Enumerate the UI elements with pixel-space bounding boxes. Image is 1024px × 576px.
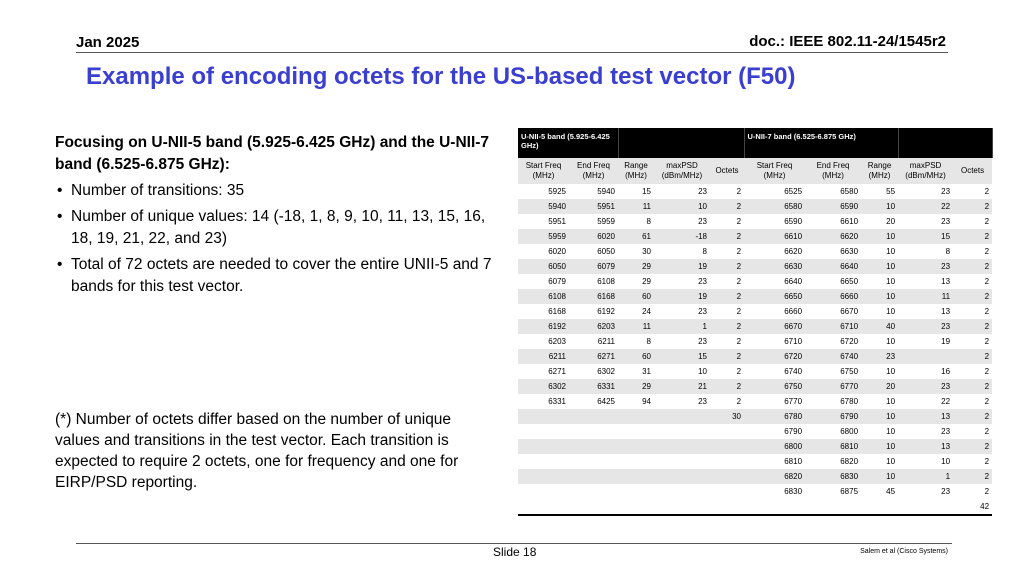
table-cell: 6720 [805,334,861,349]
table-cell: 6620 [744,244,805,259]
table-cell: 6168 [518,304,569,319]
table-cell: 15 [654,349,710,364]
table-cell: 6660 [744,304,805,319]
table-cell: 22 [898,394,953,409]
table-cell: 23 [654,394,710,409]
table-cell: 6108 [518,289,569,304]
table-cell [618,454,654,469]
group-header-spacer [898,128,992,158]
table-cell: 10 [861,469,898,484]
table-cell: 2 [710,274,744,289]
table-cell: 2 [710,304,744,319]
table-cell: 22 [898,199,953,214]
table-cell: 6302 [518,379,569,394]
table-cell: 2 [953,454,992,469]
table-cell: 2 [953,319,992,334]
table-cell: 29 [618,274,654,289]
footer-rule [76,543,952,544]
table-row [518,454,992,469]
table-cell: 10 [861,394,898,409]
table-cell: 5959 [518,229,569,244]
table-cell: 21 [654,379,710,394]
table-cell: 6800 [744,439,805,454]
table-cell: 6770 [744,394,805,409]
table-cell: 23 [861,349,898,364]
table-cell: 1 [654,319,710,334]
table-cell: 13 [898,304,953,319]
table-row [518,349,992,364]
bullet-item: • Number of unique values: 14 (-18, 1, 8, 9, 10, 11, 13, 15, 16, 18, 19, 21, 22, and 23) [55,206,495,250]
table-cell: 6790 [805,409,861,424]
table-cell [710,439,744,454]
table-cell: 6211 [518,349,569,364]
table-cell [618,424,654,439]
table-cell [569,409,618,424]
table-cell: 10 [861,199,898,214]
table-cell: 10 [898,454,953,469]
table-cell: 6050 [569,244,618,259]
table-cell: 6650 [805,274,861,289]
table-cell: 10 [861,304,898,319]
column-header: maxPSD (dBm/MHz) [898,158,953,184]
table-cell: 6590 [805,199,861,214]
table-cell: 6810 [744,454,805,469]
table-cell [654,424,710,439]
bullet-item: • Total of 72 octets are needed to cover the entire UNII-5 and 7 bands for this test vector. [55,254,495,298]
column-header: End Freq (MHz) [569,158,618,184]
table-cell: 6525 [744,184,805,199]
table-cell: 6020 [518,244,569,259]
table-row [518,229,992,244]
table-cell: 6108 [569,274,618,289]
table-cell [618,439,654,454]
table-cell: 2 [953,364,992,379]
table-cell [569,454,618,469]
table-cell: 11 [898,289,953,304]
table-cell: 60 [618,289,654,304]
table-cell: 40 [861,319,898,334]
table-row [518,334,992,349]
table-cell: 13 [898,409,953,424]
table-cell: 5940 [569,184,618,199]
table-cell: 2 [710,289,744,304]
table-cell: 2 [710,199,744,214]
table-cell [569,424,618,439]
table-cell [654,454,710,469]
table-cell: 2 [710,349,744,364]
table-cell [710,469,744,484]
table-cell [710,484,744,499]
table-cell: 19 [654,259,710,274]
table-cell [618,469,654,484]
table-cell: 6192 [569,304,618,319]
table-cell: 23 [654,214,710,229]
table-cell: 16 [898,364,953,379]
table-cell: 45 [861,484,898,499]
table-cell: 5951 [518,214,569,229]
table-cell [710,424,744,439]
table-cell [518,484,569,499]
table-cell: 15 [898,229,953,244]
table-cell: 6780 [805,394,861,409]
table-cell: 19 [898,334,953,349]
table-cell: 23 [898,259,953,274]
table-cell: 2 [710,229,744,244]
table-cell: 6580 [805,184,861,199]
table-total-row [518,499,992,515]
table-cell: 23 [898,424,953,439]
table-cell: 23 [654,334,710,349]
table-cell: 6740 [805,349,861,364]
table-cell: 6720 [744,349,805,364]
table-cell: 6425 [569,394,618,409]
table-cell: 23 [898,319,953,334]
table-cell: 6079 [518,274,569,289]
table-cell: 6050 [518,259,569,274]
table-cell: 6820 [805,454,861,469]
table-cell: 6590 [744,214,805,229]
table-cell: 6800 [805,424,861,439]
table-cell: 6830 [805,469,861,484]
octets-table [518,128,992,516]
table-row [518,484,992,499]
footnote-text: (*) Number of octets differ based on the number of unique values and transitions in the test vector. Each transition is expected to require 2 octets, one for frequency and one for EIRP/PSD reporting. [55,411,459,491]
table-row [518,274,992,289]
table-cell: 2 [710,259,744,274]
table-cell: 23 [654,184,710,199]
table-cell: 8 [898,244,953,259]
table-row [518,469,992,484]
table-cell: 29 [618,259,654,274]
table-cell: 2 [953,424,992,439]
table-cell: 5925 [518,184,569,199]
table-cell [569,439,618,454]
column-header: End Freq (MHz) [805,158,861,184]
table-cell: 13 [898,274,953,289]
table-cell: 13 [898,439,953,454]
table-cell: 23 [654,304,710,319]
table-cell: 23 [898,184,953,199]
bullet-item: • Number of transitions: 35 [55,180,495,202]
footer-author: Salem et al (Cisco Systems) [860,548,948,555]
table-cell: 6770 [805,379,861,394]
table-row [518,424,992,439]
column-header: Start Freq (MHz) [744,158,805,184]
table-row [518,304,992,319]
table-cell [518,454,569,469]
table-cell: -18 [654,229,710,244]
table-cell: 10 [861,439,898,454]
table-row [518,364,992,379]
table-cell: 10 [861,259,898,274]
table-cell: 2 [953,394,992,409]
table-cell: 6331 [569,379,618,394]
table-cell: 60 [618,349,654,364]
table-cell: 2 [953,349,992,364]
table-row [518,199,992,214]
table-cell [654,439,710,454]
table-cell: 5959 [569,214,618,229]
column-header: maxPSD (dBm/MHz) [654,158,710,184]
table-row [518,409,992,424]
header-doc-id: doc.: IEEE 802.11-24/1545r2 [749,33,946,50]
table-cell: 23 [898,214,953,229]
table-cell: 23 [654,274,710,289]
table-cell: 10 [861,424,898,439]
header-date: Jan 2025 [76,34,140,51]
table-cell: 6670 [744,319,805,334]
slide-number: Slide 18 [493,545,537,559]
table-cell: 6630 [805,244,861,259]
table-cell: 10 [861,274,898,289]
table-cell: 6670 [805,304,861,319]
table-cell: 10 [861,334,898,349]
table-cell: 2 [710,334,744,349]
table-cell [898,349,953,364]
group-header-unii5: U-NII-5 band (5.925-6.425 GHz) [518,128,618,158]
table-cell: 20 [861,379,898,394]
table-cell: 6875 [805,484,861,499]
table-cell: 2 [953,439,992,454]
slide-title: Example of encoding octets for the US-based test vector (F50) [86,63,796,90]
column-header: Octets [953,158,992,184]
table-cell: 2 [953,289,992,304]
table-cell: 55 [861,184,898,199]
table-cell: 2 [710,394,744,409]
table-cell: 2 [710,214,744,229]
table-cell: 2 [953,379,992,394]
column-header: Start Freq (MHz) [518,158,569,184]
table-cell: 6168 [569,289,618,304]
table-cell: 6271 [569,349,618,364]
table-cell: 1 [898,469,953,484]
table-cell: 6610 [805,214,861,229]
table-cell: 19 [654,289,710,304]
table-cell: 6740 [744,364,805,379]
table-cell: 11 [618,199,654,214]
table-row [518,289,992,304]
table-cell: 6710 [805,319,861,334]
table-cell: 23 [898,484,953,499]
column-header: Octets [710,158,744,184]
table-cell: 2 [953,259,992,274]
table-cell: 20 [861,214,898,229]
table-row [518,244,992,259]
table-cell: 6640 [744,274,805,289]
table-row [518,394,992,409]
table-cell [618,409,654,424]
table-cell: 5940 [518,199,569,214]
table-cell [518,439,569,454]
bullet-list [55,180,495,298]
table-cell: 2 [953,199,992,214]
group-header-spacer [618,128,744,158]
table-cell: 2 [953,334,992,349]
table-cell: 94 [618,394,654,409]
table-cell: 6780 [744,409,805,424]
column-header: Range (MHz) [861,158,898,184]
table-cell [654,469,710,484]
table-cell: 10 [861,409,898,424]
table-cell: 10 [861,244,898,259]
table-cell [569,484,618,499]
table-cell: 2 [710,244,744,259]
table-cell: 6820 [744,469,805,484]
table-cell: 6830 [744,484,805,499]
table-cell: 11 [618,319,654,334]
table-cell [569,469,618,484]
table-cell: 2 [953,469,992,484]
table-cell: 6620 [805,229,861,244]
table-row [518,439,992,454]
table-cell: 6271 [518,364,569,379]
table-cell: 2 [710,319,744,334]
table-row [518,259,992,274]
table-cell: 2 [953,304,992,319]
total-octets-cell: 42 [518,499,992,515]
table-cell: 6211 [569,334,618,349]
table-cell: 2 [953,274,992,289]
table-cell: 30 [618,244,654,259]
table-row [518,319,992,334]
group-header-unii7: U-NII-7 band (6.525-6.875 GHz) [744,128,898,158]
table-cell [654,409,710,424]
table-cell [710,454,744,469]
table-cell: 10 [861,454,898,469]
table-cell: 6203 [569,319,618,334]
table-cell: 61 [618,229,654,244]
table-cell: 15 [618,184,654,199]
column-header: Range (MHz) [618,158,654,184]
table-cell: 6660 [805,289,861,304]
table-cell: 2 [953,244,992,259]
table-cell: 8 [618,334,654,349]
table-cell: 6192 [518,319,569,334]
table-cell: 2 [710,184,744,199]
table-cell [518,469,569,484]
table-cell [618,484,654,499]
table-cell: 30 [710,409,744,424]
left-text-block [55,132,495,302]
table-cell: 6790 [744,424,805,439]
table-cell [518,424,569,439]
table-cell: 29 [618,379,654,394]
table-cell: 2 [953,214,992,229]
table-cell: 2 [953,184,992,199]
table-cell: 8 [654,244,710,259]
table-cell: 6203 [518,334,569,349]
intro-text: Focusing on U-NII-5 band (5.925-6.425 GHz) and the U-NII-7 band (6.525-6.875 GHz): [55,134,490,173]
table-cell: 10 [654,364,710,379]
header-rule [76,52,948,53]
table-cell: 24 [618,304,654,319]
table-cell: 6610 [744,229,805,244]
table-cell: 6580 [744,199,805,214]
table-cell: 6020 [569,229,618,244]
table-cell: 6640 [805,259,861,274]
table-cell: 6630 [744,259,805,274]
table-cell: 10 [654,199,710,214]
table-cell: 6750 [744,379,805,394]
table-cell: 2 [710,379,744,394]
table-cell [654,484,710,499]
table-cell: 31 [618,364,654,379]
table-cell: 23 [898,379,953,394]
table-cell: 8 [618,214,654,229]
table-cell: 10 [861,289,898,304]
table-cell: 5951 [569,199,618,214]
table-cell: 6079 [569,259,618,274]
table-cell: 10 [861,364,898,379]
table-cell: 2 [953,409,992,424]
table-cell [518,409,569,424]
table-row [518,214,992,229]
table-cell: 10 [861,229,898,244]
table-cell: 6650 [744,289,805,304]
table-cell: 6331 [518,394,569,409]
table-cell: 6750 [805,364,861,379]
table-cell: 2 [953,229,992,244]
table-cell: 6810 [805,439,861,454]
table-cell: 6710 [744,334,805,349]
table-cell: 2 [710,364,744,379]
table-cell: 6302 [569,364,618,379]
table-cell: 2 [953,484,992,499]
table-row [518,184,992,199]
table-row [518,379,992,394]
